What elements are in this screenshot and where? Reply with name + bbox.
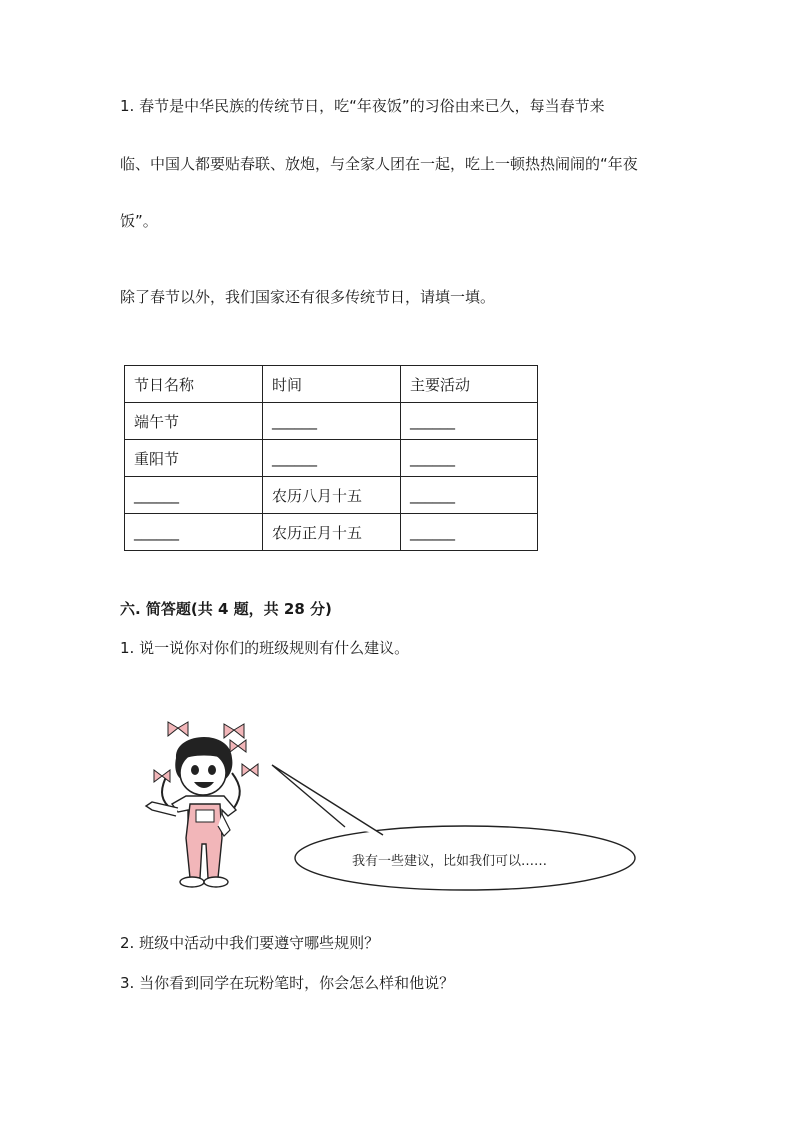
question-1: 1. 说一说你对你们的班级规则有什么建议。 bbox=[120, 639, 410, 657]
passage-line-3: 饭”。 bbox=[120, 212, 158, 230]
passage-line-2: 临、中国人都要贴春联、放炮，与全家人团在一起，吃上一顿热热闹闹的“年夜 bbox=[120, 155, 638, 173]
table-cell: 农历正月十五 bbox=[263, 514, 401, 551]
fill-in-prompt: 除了春节以外，我们国家还有很多传统节日，请填一填。 bbox=[120, 288, 496, 306]
table-cell: 农历八月十五 bbox=[263, 477, 401, 514]
bubble-text: 我有一些建议，比如我们可以…… bbox=[352, 854, 548, 869]
blank-cell[interactable]: ______ bbox=[401, 477, 538, 514]
table-cell: 端午节 bbox=[125, 403, 263, 440]
passage-line-1: 1. 春节是中华民族的传统节日，吃“年夜饭”的习俗由来已久，每当春节来 bbox=[120, 97, 605, 115]
section-title: 六. 简答题(共 4 题，共 28 分) bbox=[120, 600, 332, 618]
blank-cell[interactable]: ______ bbox=[401, 514, 538, 551]
header-activity: 主要活动 bbox=[401, 366, 538, 403]
blank-cell[interactable]: ______ bbox=[125, 514, 263, 551]
question-3: 3. 当你看到同学在玩粉笔时，你会怎么样和他说？ bbox=[120, 974, 455, 992]
question-2: 2. 班级中活动中我们要遵守哪些规则？ bbox=[120, 934, 380, 952]
girl-illustration-icon bbox=[138, 718, 268, 890]
blank-cell[interactable]: ______ bbox=[125, 477, 263, 514]
header-time: 时间 bbox=[263, 366, 401, 403]
blank-cell[interactable]: ______ bbox=[263, 440, 401, 477]
blank-cell[interactable]: ______ bbox=[401, 440, 538, 477]
blank-cell[interactable]: ______ bbox=[401, 403, 538, 440]
blank-cell[interactable]: ______ bbox=[263, 403, 401, 440]
header-festival-name: 节日名称 bbox=[125, 366, 263, 403]
table-cell: 重阳节 bbox=[125, 440, 263, 477]
